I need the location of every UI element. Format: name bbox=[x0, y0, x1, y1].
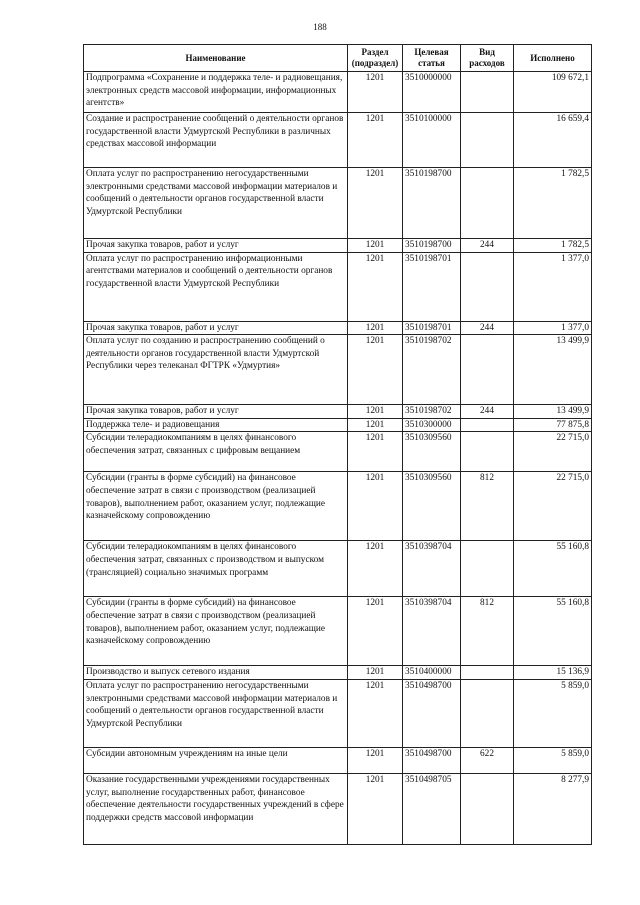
table-body bbox=[84, 72, 592, 845]
cell-razdel: 1201 bbox=[348, 541, 403, 597]
cell-razdel: 1201 bbox=[348, 679, 403, 747]
cell-razdel: 1201 bbox=[348, 472, 403, 541]
cell-vid bbox=[461, 252, 514, 321]
cell-vid bbox=[461, 113, 514, 168]
table-row bbox=[84, 321, 592, 335]
cell-razdel: 1201 bbox=[348, 666, 403, 680]
cell-target: 3510400000 bbox=[403, 666, 461, 680]
table-row bbox=[84, 239, 592, 253]
table-row bbox=[84, 405, 592, 419]
cell-target: 3510309560 bbox=[403, 432, 461, 472]
table-row bbox=[84, 472, 592, 541]
cell-target: 3510198701 bbox=[403, 252, 461, 321]
cell-target: 3510398704 bbox=[403, 597, 461, 666]
cell-vid bbox=[461, 432, 514, 472]
cell-name: Прочая закупка товаров, работ и услуг bbox=[84, 405, 348, 419]
table-row bbox=[84, 335, 592, 405]
table-row bbox=[84, 113, 592, 168]
cell-target: 3510198700 bbox=[403, 168, 461, 239]
cell-amount: 1 377,0 bbox=[514, 321, 592, 335]
budget-table bbox=[83, 44, 592, 845]
cell-amount: 109 672,1 bbox=[514, 72, 592, 113]
cell-name: Прочая закупка товаров, работ и услуг bbox=[84, 239, 348, 253]
cell-razdel: 1201 bbox=[348, 335, 403, 405]
cell-amount: 16 659,4 bbox=[514, 113, 592, 168]
header-name: Наименование bbox=[84, 45, 348, 72]
cell-name: Оплата услуг по распространению негосударственными электронными средствами массовой информации материалов и сообщений о деятельности органов государственной власти Удмуртской Республики bbox=[84, 168, 348, 239]
table-row bbox=[84, 666, 592, 680]
header-razdel: Раздел (подраздел) bbox=[348, 45, 403, 72]
cell-amount: 55 160,8 bbox=[514, 541, 592, 597]
cell-razdel: 1201 bbox=[348, 418, 403, 432]
page-number: 188 bbox=[313, 22, 327, 32]
cell-name: Субсидии (гранты в форме субсидий) на финансовое обеспечение затрат в связи с производством (реализацией товаров), выполнением работ, оказанием услуг, подлежащие казначейскому сопровождению bbox=[84, 597, 348, 666]
cell-target: 3510498700 bbox=[403, 679, 461, 747]
cell-amount: 1 782,5 bbox=[514, 168, 592, 239]
cell-target: 3510000000 bbox=[403, 72, 461, 113]
cell-amount: 5 859,0 bbox=[514, 679, 592, 747]
cell-vid: 622 bbox=[461, 747, 514, 773]
cell-name: Оказание государственными учреждениями государственных услуг, выполнение государственных работ, финансовое обеспечение деятельности государственных учреждений в сфере поддержки средств массовой информации bbox=[84, 773, 348, 844]
cell-vid bbox=[461, 418, 514, 432]
cell-target: 3510309560 bbox=[403, 472, 461, 541]
cell-amount: 13 499,9 bbox=[514, 335, 592, 405]
cell-target: 3510198701 bbox=[403, 321, 461, 335]
cell-vid: 244 bbox=[461, 239, 514, 253]
cell-name: Поддержка теле- и радиовещания bbox=[84, 418, 348, 432]
cell-razdel: 1201 bbox=[348, 239, 403, 253]
header-target: Целевая статья bbox=[403, 45, 461, 72]
cell-razdel: 1201 bbox=[348, 747, 403, 773]
cell-razdel: 1201 bbox=[348, 405, 403, 419]
cell-target: 3510398704 bbox=[403, 541, 461, 597]
cell-vid: 812 bbox=[461, 472, 514, 541]
cell-vid bbox=[461, 168, 514, 239]
cell-name: Субсидии автономным учреждениям на иные цели bbox=[84, 747, 348, 773]
cell-amount: 5 859,0 bbox=[514, 747, 592, 773]
cell-razdel: 1201 bbox=[348, 252, 403, 321]
cell-target: 3510498700 bbox=[403, 747, 461, 773]
cell-vid bbox=[461, 541, 514, 597]
table-row bbox=[84, 541, 592, 597]
cell-name: Прочая закупка товаров, работ и услуг bbox=[84, 321, 348, 335]
table-header-row bbox=[84, 45, 592, 72]
cell-target: 3510198702 bbox=[403, 335, 461, 405]
table-row bbox=[84, 679, 592, 747]
cell-vid bbox=[461, 773, 514, 844]
cell-amount: 8 277,9 bbox=[514, 773, 592, 844]
cell-name: Субсидии телерадиокомпаниям в целях финансового обеспечения затрат, связанных с цифровым вещанием bbox=[84, 432, 348, 472]
table-row bbox=[84, 597, 592, 666]
cell-amount: 22 715,0 bbox=[514, 472, 592, 541]
header-vid: Вид расходов bbox=[461, 45, 514, 72]
cell-amount: 22 715,0 bbox=[514, 432, 592, 472]
table-row bbox=[84, 252, 592, 321]
cell-name: Субсидии телерадиокомпаниям в целях финансового обеспечения затрат, связанных с производством и выпуском (трансляцией) социально значимых программ bbox=[84, 541, 348, 597]
cell-amount: 13 499,9 bbox=[514, 405, 592, 419]
cell-amount: 77 875,8 bbox=[514, 418, 592, 432]
cell-target: 3510198700 bbox=[403, 239, 461, 253]
cell-amount: 1 782,5 bbox=[514, 239, 592, 253]
cell-target: 3510100000 bbox=[403, 113, 461, 168]
table-row bbox=[84, 168, 592, 239]
cell-razdel: 1201 bbox=[348, 597, 403, 666]
cell-vid bbox=[461, 72, 514, 113]
cell-razdel: 1201 bbox=[348, 321, 403, 335]
table-row bbox=[84, 773, 592, 844]
table-row bbox=[84, 747, 592, 773]
cell-name: Производство и выпуск сетевого издания bbox=[84, 666, 348, 680]
cell-target: 3510498705 bbox=[403, 773, 461, 844]
cell-name: Субсидии (гранты в форме субсидий) на финансовое обеспечение затрат в связи с производством (реализацией товаров), выполнением работ, оказанием услуг, подлежащие казначейскому сопровождению bbox=[84, 472, 348, 541]
cell-name: Оплата услуг по распространению негосударственными электронными средствами массовой информации материалов и сообщений о деятельности органов государственной власти Удмуртской Республики bbox=[84, 679, 348, 747]
cell-vid: 244 bbox=[461, 321, 514, 335]
cell-name: Создание и распространение сообщений о деятельности органов государственной власти Удмуртской Республики в различных средствах массовой информации bbox=[84, 113, 348, 168]
cell-name: Оплата услуг по созданию и распространению сообщений о деятельности органов государственной власти Удмуртской Республики через телеканал ФГТРК «Удмуртия» bbox=[84, 335, 348, 405]
cell-target: 3510198702 bbox=[403, 405, 461, 419]
cell-amount: 55 160,8 bbox=[514, 597, 592, 666]
cell-vid bbox=[461, 679, 514, 747]
cell-razdel: 1201 bbox=[348, 113, 403, 168]
cell-amount: 1 377,0 bbox=[514, 252, 592, 321]
table-row bbox=[84, 432, 592, 472]
table-row bbox=[84, 72, 592, 113]
cell-amount: 15 136,9 bbox=[514, 666, 592, 680]
cell-vid: 812 bbox=[461, 597, 514, 666]
cell-razdel: 1201 bbox=[348, 432, 403, 472]
header-amount: Исполнено bbox=[514, 45, 592, 72]
cell-vid: 244 bbox=[461, 405, 514, 419]
cell-vid bbox=[461, 335, 514, 405]
table-row bbox=[84, 418, 592, 432]
cell-target: 3510300000 bbox=[403, 418, 461, 432]
cell-razdel: 1201 bbox=[348, 773, 403, 844]
cell-vid bbox=[461, 666, 514, 680]
cell-razdel: 1201 bbox=[348, 72, 403, 113]
cell-razdel: 1201 bbox=[348, 168, 403, 239]
cell-name: Оплата услуг по распространению информационными агентствами материалов и сообщений о деятельности органов государственной власти Удмуртской Республики bbox=[84, 252, 348, 321]
cell-name: Подпрограмма «Сохранение и поддержка теле- и радиовещания, электронных средств массовой информации, информационных агентств» bbox=[84, 72, 348, 113]
